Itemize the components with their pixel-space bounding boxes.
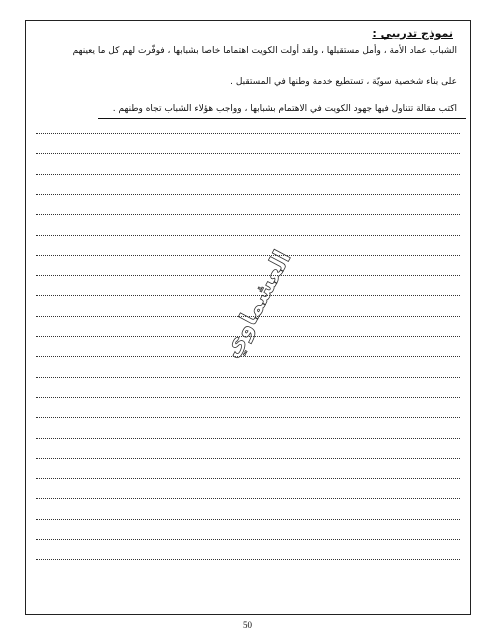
intro-paragraph-line-2: على بناء شخصية سويّة ، تستطيع خدمة وطنها في المستقبل .: [230, 77, 457, 87]
writing-line: [36, 397, 460, 398]
writing-line: [36, 539, 460, 540]
writing-line: [36, 356, 460, 357]
writing-line: [36, 559, 460, 560]
exercise-heading: نموذج تدريبي :: [372, 27, 453, 40]
writing-line: [36, 275, 460, 276]
writing-lines-area: [36, 125, 460, 595]
writing-line: [36, 174, 460, 175]
writing-line: [36, 133, 460, 134]
author-watermark: العشماوي: [216, 245, 297, 363]
writing-line: [36, 438, 460, 439]
writing-line: [36, 214, 460, 215]
writing-line: [36, 519, 460, 520]
writing-line: [36, 458, 460, 459]
writing-task-prompt: اكتب مقالة تتناول فيها جهود الكويت في الاهتمام بشبابها ، وواجب هؤلاء الشباب تجاه وطنهم .: [112, 104, 457, 114]
writing-line: [36, 478, 460, 479]
page-number: 50: [243, 620, 252, 630]
writing-line: [36, 377, 460, 378]
writing-line: [36, 255, 460, 256]
writing-line: [36, 235, 460, 236]
task-underline: [98, 118, 466, 119]
writing-line: [36, 153, 460, 154]
writing-line: [36, 498, 460, 499]
writing-line: [36, 417, 460, 418]
intro-paragraph-line-1: الشباب عماد الأمة ، وأمل مستقبلها ، ولقد أولت الكويت اهتماما خاصا بشبابها ، فوفّرت لهم كل ما يعينهم: [72, 46, 457, 56]
writing-line: [36, 194, 460, 195]
